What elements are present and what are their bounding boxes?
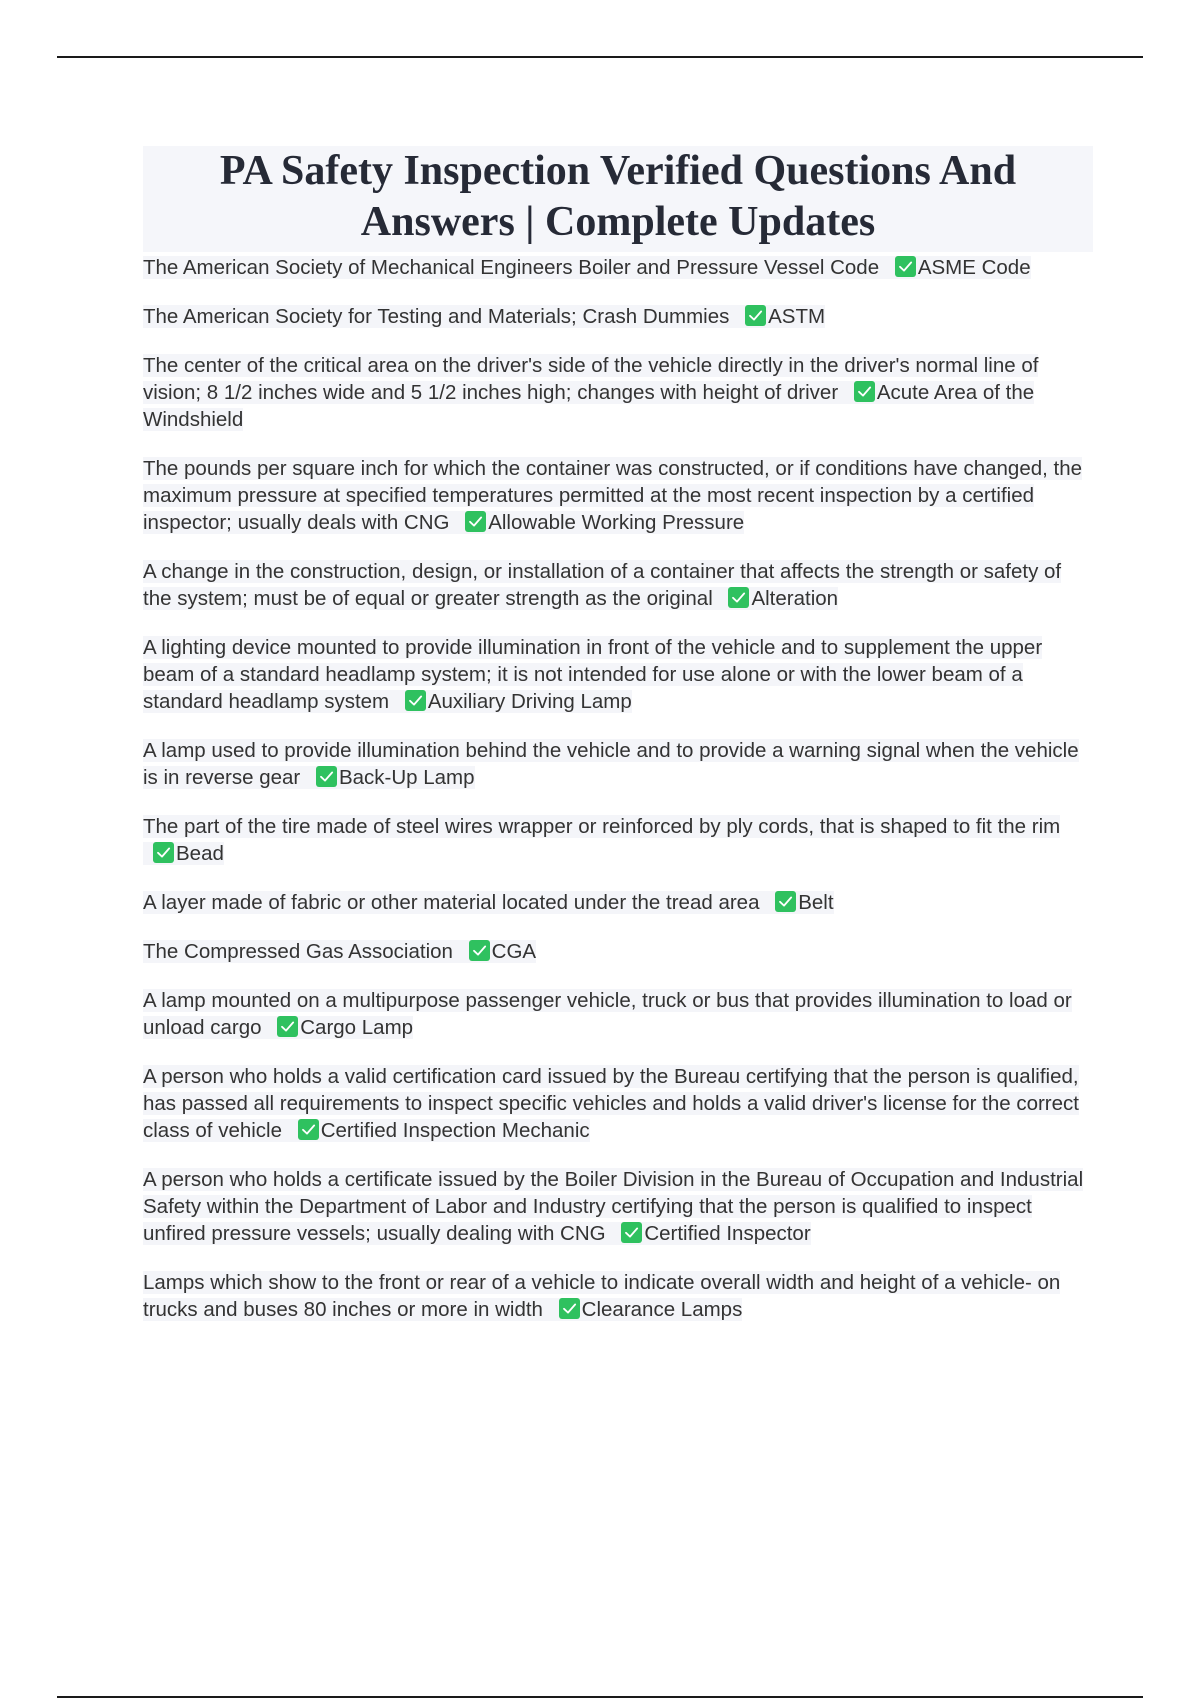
qa-item [143, 1166, 1093, 1247]
checkmark-icon [469, 940, 490, 961]
top-rule [57, 56, 1143, 58]
qa-entry-text [143, 891, 834, 914]
checkmark-icon [277, 1016, 298, 1037]
checkmark-icon [465, 511, 486, 532]
qa-entry-text [143, 989, 1072, 1039]
question-text: The Compressed Gas Association [143, 940, 453, 963]
qa-entry-text [143, 256, 1031, 279]
question-text: A person who holds a valid certification card issued by the Bureau certifying that the person is qualified, has passed all requirements to inspect specific vehicles and holds a valid driver's license for the correct class of vehicle [143, 1065, 1079, 1142]
checkmark-icon [728, 587, 749, 608]
qa-entry-text [143, 1271, 1060, 1321]
checkmark-icon [298, 1119, 319, 1140]
question-text: A layer made of fabric or other material located under the tread area [143, 891, 760, 914]
answer-text: Auxiliary Driving Lamp [427, 690, 632, 713]
qa-item [143, 987, 1093, 1041]
answer-text: ASTM [768, 305, 826, 328]
checkmark-icon [895, 256, 916, 277]
qa-entry-text [143, 940, 536, 963]
answer-text: CGA [491, 940, 537, 963]
qa-entry-text [143, 1168, 1083, 1245]
qa-entry-text [143, 305, 825, 328]
qa-entry-text [143, 354, 1038, 431]
qa-item [143, 813, 1093, 867]
answer-text: Certified Inspector [644, 1222, 811, 1245]
answer-text: Clearance Lamps [581, 1298, 743, 1321]
question-text: The part of the tire made of steel wires wrapper or reinforced by ply cords, that is shaped to fit the rim [143, 815, 1061, 838]
answer-text: ASME Code [917, 256, 1031, 279]
question-text: A person who holds a certificate issued by the Boiler Division in the Bureau of Occupation and Industrial Safety within the Department of Labor and Industry certifying that the person is qualified to inspect unfired pressure vessels; usually dealing with CNG [143, 1168, 1084, 1245]
checkmark-icon [405, 690, 426, 711]
qa-entry-text [143, 739, 1079, 789]
qa-list [143, 254, 1093, 1323]
answer-text: Certified Inspection Mechanic [320, 1119, 590, 1142]
qa-item [143, 889, 1093, 916]
title-block [143, 146, 1093, 252]
answer-text: Belt [798, 891, 834, 914]
qa-item [143, 558, 1093, 612]
qa-item [143, 303, 1093, 330]
qa-item [143, 737, 1093, 791]
qa-item [143, 634, 1093, 715]
checkmark-icon [621, 1222, 642, 1243]
answer-text: Acute Area of the Windshield [143, 381, 1035, 431]
document-body [143, 146, 1093, 1345]
answer-text: Bead [176, 842, 224, 865]
checkmark-icon [854, 381, 875, 402]
question-text: The pounds per square inch for which the container was constructed, or if conditions have changed, the maximum pressure at specified temperatures permitted at the most recent inspection by a certified inspector; usually deals with CNG [143, 457, 1083, 534]
answer-text: Cargo Lamp [300, 1016, 414, 1039]
question-text: A change in the construction, design, or installation of a container that affects the strength or safety of the system; must be of equal or greater strength as the original [143, 560, 1062, 610]
answer-text: Back-Up Lamp [338, 766, 475, 789]
question-text: The American Society of Mechanical Engineers Boiler and Pressure Vessel Code [143, 256, 880, 279]
question-text: The American Society for Testing and Materials; Crash Dummies [143, 305, 730, 328]
question-text: The center of the critical area on the driver's side of the vehicle directly in the driver's normal line of vision; 8 1/2 inches wide and 5 1/2 inches high; changes with height of driver [143, 354, 1039, 404]
question-text: Lamps which show to the front or rear of a vehicle to indicate overall width and height of a vehicle- on trucks and buses 80 inches or more in width [143, 1271, 1061, 1321]
question-text: A lamp mounted on a multipurpose passenger vehicle, truck or bus that provides illumination to load or unload cargo [143, 989, 1072, 1039]
checkmark-icon [775, 891, 796, 912]
qa-entry-text [143, 457, 1082, 534]
answer-text: Alteration [751, 587, 839, 610]
qa-item [143, 455, 1093, 536]
qa-entry-text [143, 815, 1060, 865]
qa-item [143, 938, 1093, 965]
answer-text: Allowable Working Pressure [488, 511, 745, 534]
checkmark-icon [745, 305, 766, 326]
question-text: A lamp used to provide illumination behind the vehicle and to provide a warning signal when the vehicle is in reverse gear [143, 739, 1079, 789]
qa-item [143, 1063, 1093, 1144]
checkmark-icon [153, 842, 174, 863]
qa-entry-text [143, 560, 1061, 610]
bottom-rule [57, 1696, 1143, 1698]
checkmark-icon [316, 766, 337, 787]
qa-item [143, 1269, 1093, 1323]
qa-entry-text [143, 1065, 1079, 1142]
qa-item [143, 352, 1093, 433]
checkmark-icon [559, 1298, 580, 1319]
page-title: PA Safety Inspection Verified Questions And Answers | Complete Updates [219, 148, 1017, 245]
question-text: A lighting device mounted to provide illumination in front of the vehicle and to supplement the upper beam of a standard headlamp system; it is not intended for use alone or with the lower beam of a standard headlamp system [143, 636, 1043, 713]
qa-item [143, 254, 1093, 281]
qa-entry-text [143, 636, 1042, 713]
